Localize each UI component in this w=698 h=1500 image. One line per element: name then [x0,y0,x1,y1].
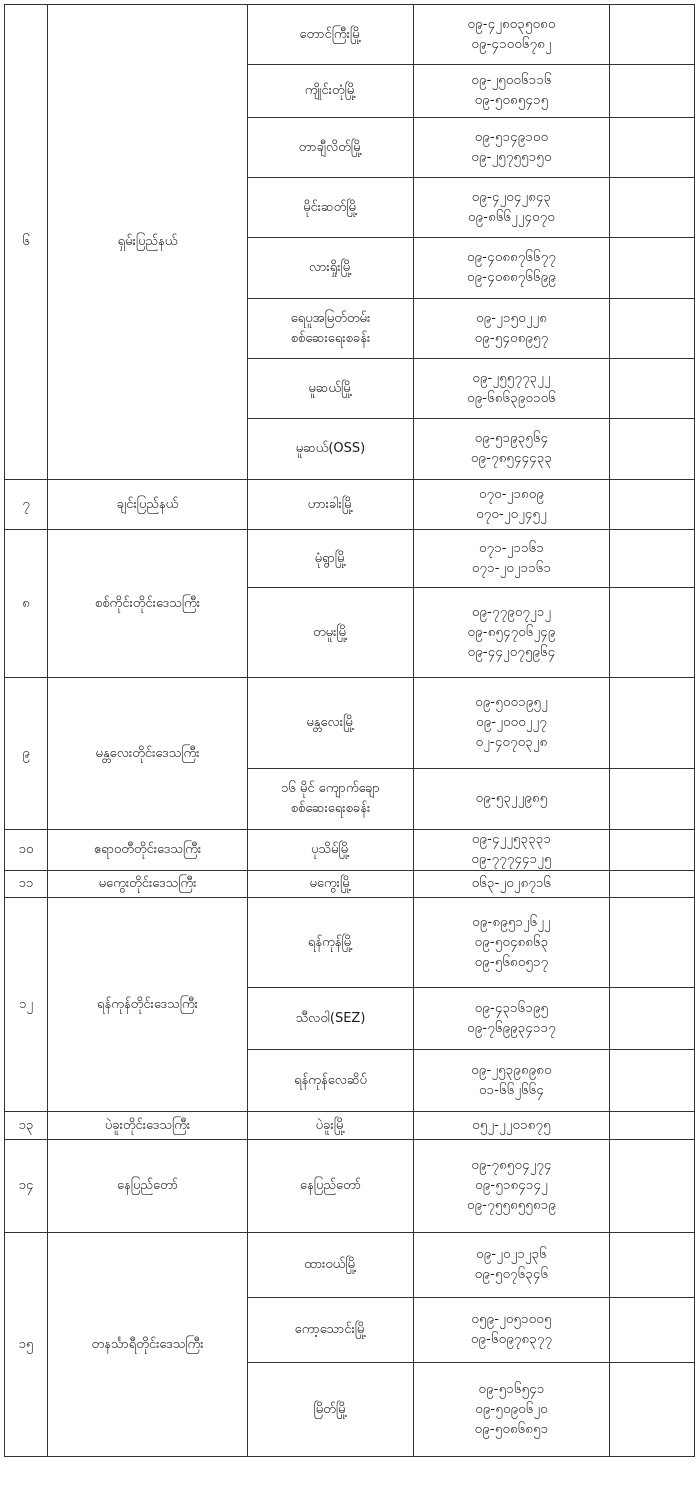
office-location [248,1298,414,1363]
phone-numbers [414,988,610,1050]
phone-number: ၀၉-၂၀၀၀၂၂၇ [476,715,547,730]
phone-number: ၀၅၂-၂၂၀၁၈၇၅ [472,1117,551,1133]
phone-number: ၀၉-၅၁၈၄၁၄၂ [475,1178,548,1193]
table-row [5,830,695,871]
phone-number: ၀၉-၄၂၂၅၃၃၃၁ [471,832,552,847]
office-location [248,178,414,238]
office-location [248,678,414,769]
office-location [248,299,414,359]
row-number: ၁၃ [5,1112,48,1140]
empty-cell [610,678,695,769]
phone-number: ၀၇၁-၂၁၁၆၁ [479,540,544,556]
office-location [248,65,414,118]
office-location-line: တမူးမြို့ [312,624,348,640]
office-location-line: ရန်ကုန်လေဆိပ် [294,1072,367,1088]
office-location [248,1140,414,1233]
empty-cell [610,1140,695,1233]
phone-numbers [414,5,610,65]
phone-numbers [414,530,610,588]
office-location [248,118,414,178]
empty-cell [610,1050,695,1112]
phone-number: ၀၉-၇၅၅၈၅၅၈၁၉ [467,1198,556,1213]
table-row [5,898,695,988]
office-location [248,1363,414,1457]
empty-cell [610,118,695,178]
office-location-line: ကော့သောင်းမြို့ [294,1322,367,1337]
phone-number: ၀၉-၅၀၄၈၈၆၃ [474,934,549,950]
office-location-line: စစ်ဆေးရေးစခန်း [290,801,371,816]
phone-number: ၀၉-၄၀၈၈၇၆၆၉၉ [467,270,556,285]
empty-cell [610,871,695,898]
phone-numbers [414,178,610,238]
phone-number: ၀၉-၄၃၁၆၁၉၅ [474,1000,549,1016]
office-location-line: ထားဝယ်မြို့ [304,1257,357,1272]
office-location-line: ၁၆ မိုင် ကျောက်ချော [281,781,380,796]
phone-number: ၀၉-၂၅၇၅၅၁၅၀ [471,149,552,165]
office-location-line: မြိတ်မြို့ [313,1401,348,1417]
phone-numbers [414,299,610,359]
office-location [248,530,414,588]
state-region-name: တနင်္သာရီတိုင်းဒေသကြီး [48,1233,248,1457]
phone-number: ၀၉-၈၅၄၇၀၆၂၄၉ [467,624,556,640]
phone-number: ၀၉-၅၀၇၆၃၄၆ [474,1267,549,1282]
phone-numbers [414,871,610,898]
office-location [248,480,414,530]
office-location [248,898,414,988]
phone-number: ၀၅၉-၂၀၅၁၀၀၅ [471,1312,552,1327]
table-row [5,480,695,530]
phone-number: ၀၉-၂၅၅၇၇၃၂၂ [472,370,551,386]
empty-cell [610,65,695,118]
phone-numbers [414,678,610,769]
state-region-name: ပဲခူးတိုင်းဒေသကြီး [48,1112,248,1140]
empty-cell [610,1112,695,1140]
office-location [248,871,414,898]
office-location-line: မုံရွာမြို့ [314,550,347,566]
row-number: ၉ [5,678,48,830]
phone-number: ၀၉-၆၈၆၃၉၀၁၀၆ [467,390,556,406]
office-location-line: စစ်ဆေးရေးစခန်း [290,330,371,346]
empty-cell [610,1233,695,1298]
phone-numbers [414,898,610,988]
state-region-name: မန္တလေးတိုင်းဒေသကြီး [48,678,248,830]
table-row [5,5,695,65]
state-region-name: မကွေးတိုင်းဒေသကြီး [48,871,248,898]
phone-number: ၀၇၁-၂၀၂၁၁၆၁ [471,560,552,576]
phone-number: ၀၉-၅၁၆၅၄၁ [478,1381,545,1397]
phone-number: ၀၉-၅၆၈၀၅၁၇ [474,954,549,970]
phone-number: ၀၉-၄၂၈၀၃၅၀၈၀ [467,16,556,32]
office-location [248,419,414,480]
phone-number: ၀၉-၆၀၉၇၈၃၇၇ [470,1332,553,1347]
office-location-line: နေပြည်တော် [299,1178,361,1193]
table-row [5,1112,695,1140]
contact-table [4,4,695,1457]
phone-numbers [414,359,610,419]
phone-numbers [414,769,610,830]
state-region-name: ဧရာဝတီတိုင်းဒေသကြီး [48,830,248,871]
phone-number: ၀၉-၄၀၈၈၇၆၆၇၇ [467,250,556,265]
phone-number: ၀၉-၇၈၅၀၄၂၇၄ [471,1158,552,1173]
phone-number: ၀၁-၆၆၂၆၆၄ [479,1082,544,1098]
office-location [248,988,414,1050]
phone-numbers [414,1112,610,1140]
office-location [248,1112,414,1140]
office-location [248,769,414,830]
row-number: ၁၅ [5,1233,48,1457]
office-location [248,1233,414,1298]
state-region-name: ရှမ်းပြည်နယ် [48,5,248,480]
phone-numbers [414,1233,610,1298]
empty-cell [610,588,695,678]
office-location [248,238,414,299]
phone-number: ၀၉-၅၀၉၀၆၂၀ [475,1401,548,1417]
empty-cell [610,1363,695,1457]
phone-numbers [414,65,610,118]
office-location-line: သီလဝါ(SEZ) [295,1010,366,1026]
office-location [248,830,414,871]
empty-cell [610,238,695,299]
empty-cell [610,5,695,65]
office-location-line: မိုင်းဆတ်မြို့ [303,199,358,215]
phone-number: ၀၉-၅၃၂၂၉၈၅ [475,791,548,806]
phone-number: ၀၉-၂၅၃၉၈၉၈၀ [471,1062,552,1078]
empty-cell [610,1298,695,1363]
phone-number: ၀၉-၂၅၀၀၆၁၁၆ [471,73,552,88]
phone-numbers [414,419,610,480]
empty-cell [610,530,695,588]
phone-number: ၀၆၃-၂၀၂၈၇၁၆ [471,876,552,891]
phone-numbers [414,830,610,871]
office-location-line: ကျိုင်းတုံမြို့ [304,83,357,98]
row-number: ၁၀ [5,830,48,871]
phone-number: ၀၉-၇၇၉၀၇၂၁၂ [471,604,552,620]
phone-number: ၀၉-၂၀၂၁၂၃၆ [476,1247,547,1262]
empty-cell [610,988,695,1050]
row-number: ၁၁ [5,871,48,898]
table-row [5,1233,695,1298]
office-location-line: ရေပူအမြတ်တမ်း [290,310,371,326]
phone-number: ၀၉-၇၈၅၄၄၄၃၃ [470,451,553,466]
office-location-line: မန္တလေးမြို့ [306,715,355,730]
phone-numbers [414,238,610,299]
empty-cell [610,359,695,419]
phone-numbers [414,1050,610,1112]
empty-cell [610,898,695,988]
office-location-line: တာချီလိတ်မြို့ [298,139,363,155]
state-region-name: ရန်ကုန်တိုင်းဒေသကြီး [48,898,248,1112]
office-location-line: ရန်ကုန်မြို့ [307,934,354,950]
table-body [5,5,695,1457]
table-row [5,530,695,588]
phone-numbers [414,118,610,178]
empty-cell [610,178,695,238]
office-location [248,5,414,65]
office-location-line: မူဆယ်မြို့ [308,380,353,396]
phone-number: ၀၉-၅၀၈၅၄၁၅ [474,93,549,108]
phone-number: ၀၉-၈၆၆၂၂၄၀၇၀ [468,209,555,225]
phone-number: ၀၉-၂၁၅၀၂၂၈ [476,310,547,326]
state-region-name: ချင်းပြည်နယ် [48,480,248,530]
empty-cell [610,480,695,530]
phone-number: ၀၉-၇၆၉၉၃၄၁၁၇ [467,1020,556,1036]
office-location-line: မူဆယ်(OSS) [295,441,366,456]
office-location-line: မကွေးမြို့ [309,876,352,891]
phone-numbers [414,588,610,678]
office-location-line: တောင်ကြီးမြို့ [299,26,362,42]
row-number: ၁၄ [5,1140,48,1233]
empty-cell [610,419,695,480]
row-number: ၇ [5,480,48,530]
office-location-line: လားရှိုးမြို့ [308,260,353,275]
phone-numbers [414,480,610,530]
phone-number: ၀၉-၄၄၂၀၇၅၉၆၄ [467,644,556,660]
phone-number: ၀၉-၅၁၉၃၅၆၄ [474,431,549,446]
empty-cell [610,830,695,871]
state-region-name: နေပြည်တော် [48,1140,248,1233]
row-number: ၈ [5,530,48,678]
office-location [248,359,414,419]
empty-cell [610,299,695,359]
office-location-line: ဟားခါးမြို့ [307,496,354,512]
phone-number: ၀၇၀-၂၀၂၄၅၂ [476,506,547,522]
state-region-name: စစ်ကိုင်းတိုင်းဒေသကြီး [48,530,248,678]
phone-numbers [414,1140,610,1233]
phone-number: ၀၉-၅၄၀၈၉၅၇ [474,330,549,346]
phone-number: ၀၉-၅၀၈၆၈၅၁ [474,1421,549,1437]
phone-numbers [414,1298,610,1363]
office-location-line: ပဲခူးမြို့ [315,1117,346,1133]
phone-number: ၀၉-၄၂၀၄၂၈၄၃ [471,189,552,205]
phone-numbers [414,1363,610,1457]
phone-number: ၀၉-၅၁၄၉၁၀၀ [474,129,549,145]
row-number: ၁၂ [5,898,48,1112]
phone-number: ၀၂-၄၀၇၀၃၂၈ [475,735,548,750]
phone-number: ၀၉-၄၁၀၀၆၇၈၂ [471,36,552,52]
table-row [5,678,695,769]
phone-number: ၀၉-၇၇၇၄၄၁၂၅ [471,852,552,867]
phone-number: ၀၇၀-၂၁၈၀၉ [478,486,545,502]
office-location-line: ပုသိမ်မြို့ [310,842,351,857]
phone-number: ၀၉-၅၀၀၁၉၅၂ [475,695,548,710]
table-row [5,871,695,898]
office-location [248,1050,414,1112]
office-location [248,588,414,678]
phone-number: ၀၉-၈၉၅၁၂၆၂၂ [472,914,551,930]
row-number: ၆ [5,5,48,480]
empty-cell [610,769,695,830]
table-row [5,1140,695,1233]
